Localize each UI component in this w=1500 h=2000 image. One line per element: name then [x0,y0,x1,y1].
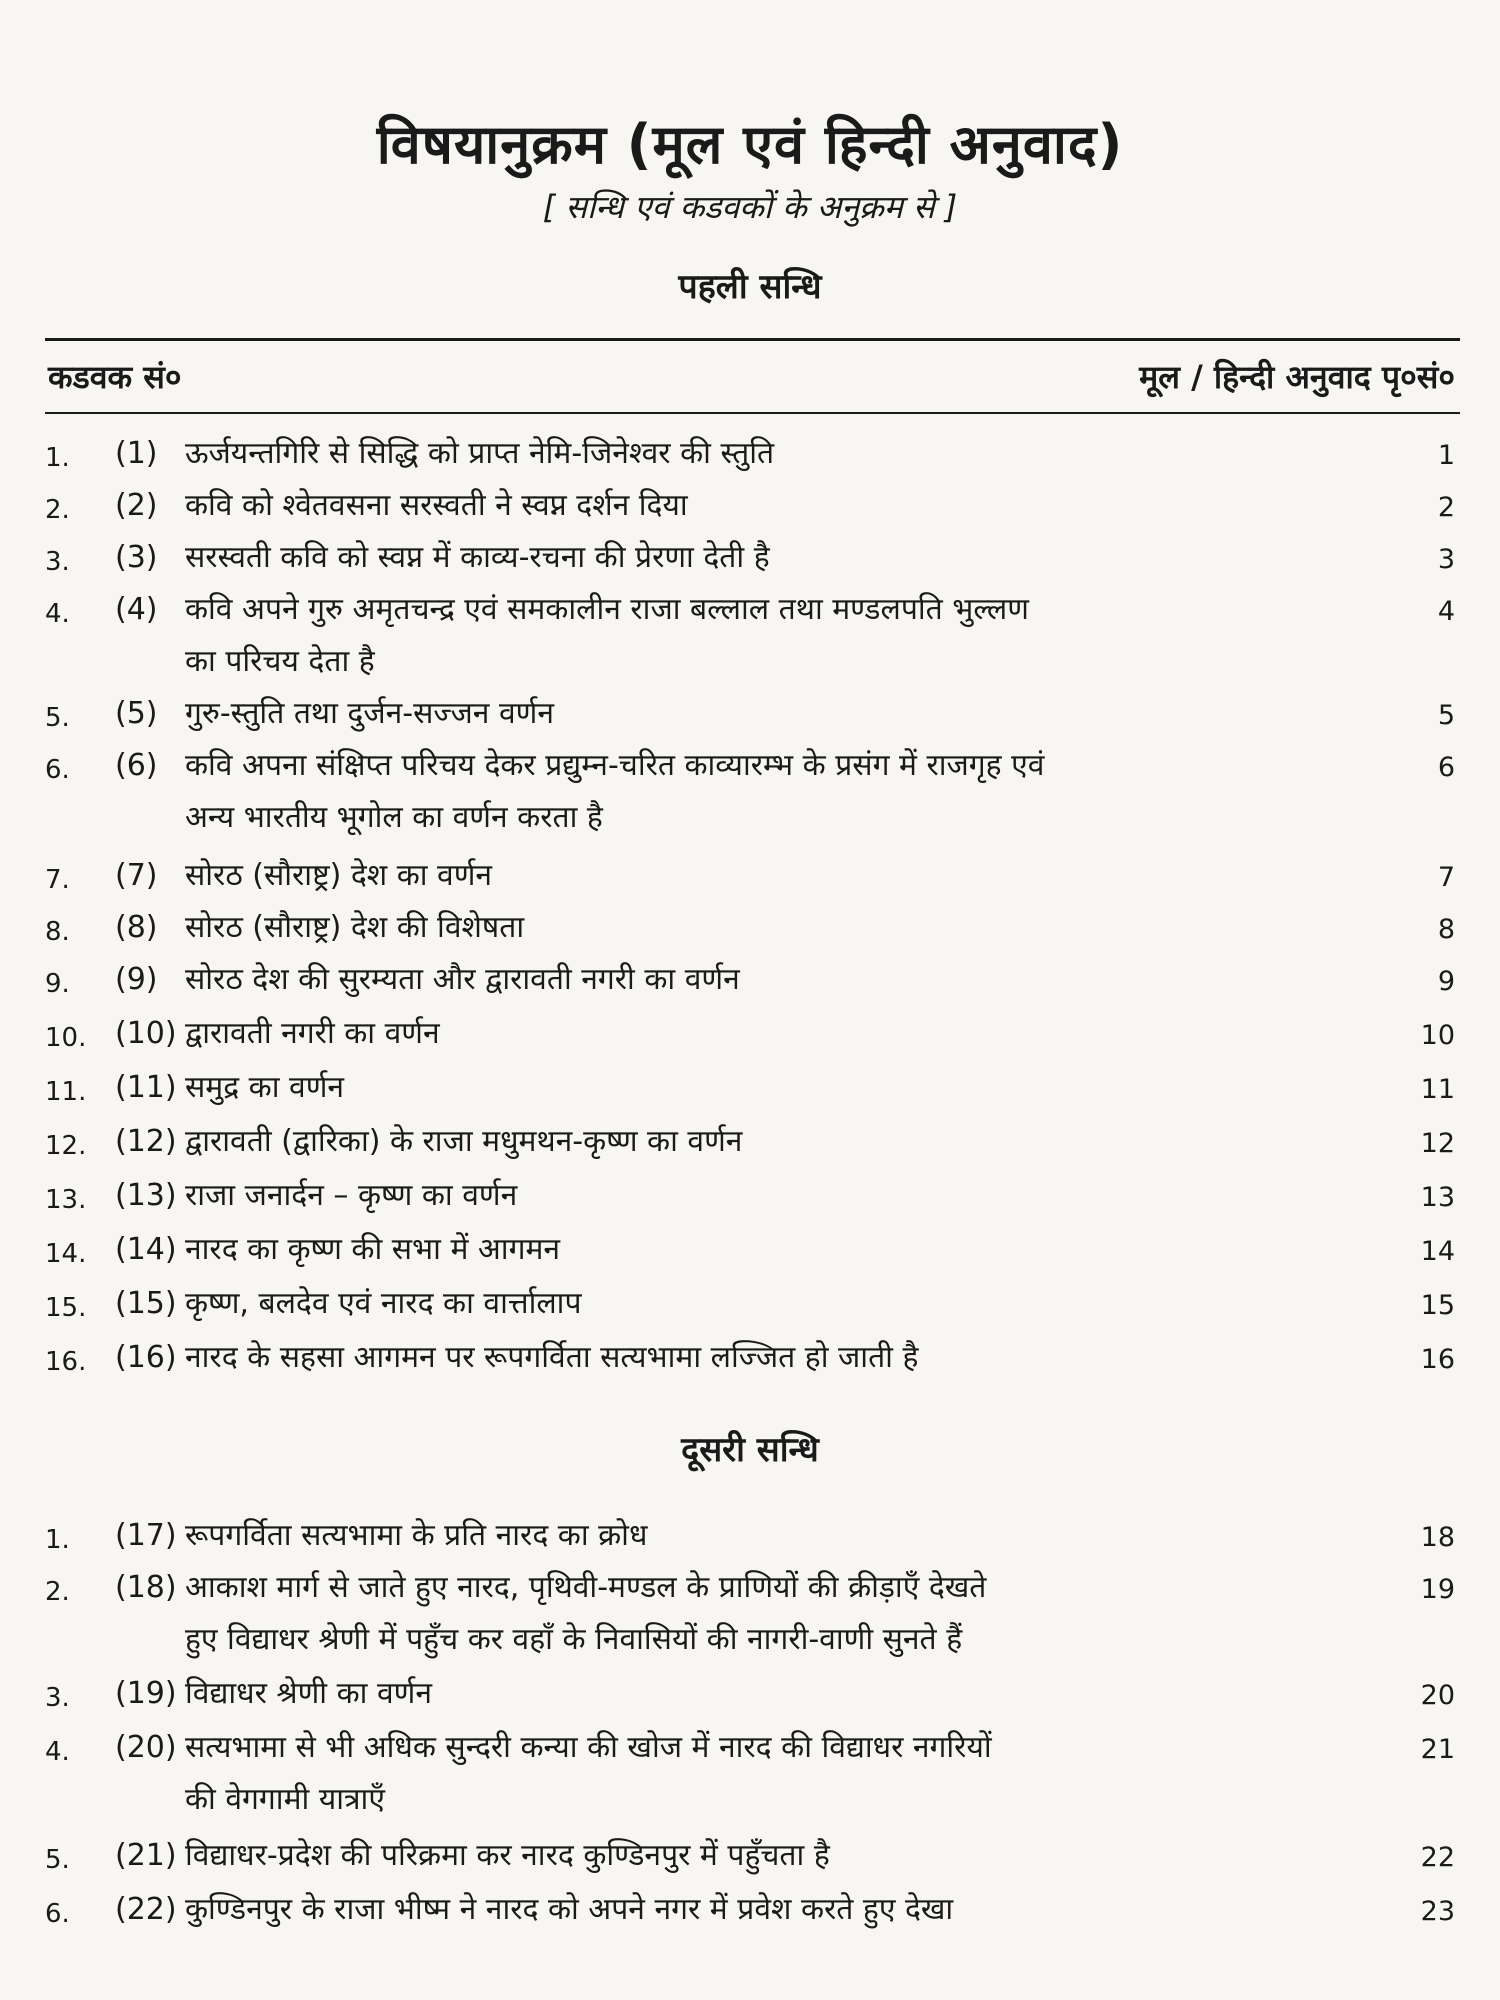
entry-page-number: 16 [1420,1344,1455,1375]
entry-page-number: 14 [1420,1236,1455,1267]
entry-page-number: 15 [1420,1290,1455,1321]
entry-title: सोरठ (सौराष्ट्र) देश की विशेषता [185,910,525,945]
entry-number: 1. [45,443,70,473]
entry-kadavak: (22) [115,1892,177,1927]
entry-kadavak: (5) [115,696,158,731]
column-header-kadavak: कडवक सं० [48,358,182,396]
column-header-page: मूल / हिन्दी अनुवाद पृ०सं० [1139,358,1455,396]
entry-title: कवि अपना संक्षिप्त परिचय देकर प्रद्युम्न-चरित काव्यारम्भ के प्रसंग में राजगृह एवं [185,748,1045,783]
entry-page-number: 1 [1437,440,1455,471]
entry-title-continuation: अन्य भारतीय भूगोल का वर्णन करता है [185,800,603,835]
entry-number: 12. [45,1131,87,1161]
entry-number: 1. [45,1525,70,1555]
entry-title: समुद्र का वर्णन [185,1070,345,1105]
section-heading-1: पहली सन्धि [678,267,822,307]
entry-kadavak: (19) [115,1676,177,1711]
entry-title-continuation: हुए विद्याधर श्रेणी में पहुँच कर वहाँ के निवासियों की नागरी-वाणी सुनते हैं [185,1622,963,1657]
entry-kadavak: (3) [115,540,158,575]
entry-page-number: 19 [1420,1574,1455,1605]
entry-title: गुरु-स्तुति तथा दुर्जन-सज्जन वर्णन [185,696,554,731]
entry-kadavak: (2) [115,488,158,523]
entry-kadavak: (10) [115,1016,177,1051]
entry-number: 16. [45,1347,87,1377]
entry-number: 2. [45,495,70,525]
entry-number: 7. [45,865,70,895]
entry-number: 4. [45,599,70,629]
entry-title: आकाश मार्ग से जाते हुए नारद, पृथिवी-मण्डल के प्राणियों की क्रीड़ाएँ देखते [185,1570,987,1605]
entry-title: नारद का कृष्ण की सभा में आगमन [185,1232,561,1267]
entry-number: 9. [45,969,70,999]
entry-kadavak: (8) [115,910,158,945]
entry-kadavak: (4) [115,592,158,627]
page-subtitle: [ सन्धि एवं कडवकों के अनुक्रम से ] [542,188,958,226]
entry-title: रूपगर्विता सत्यभामा के प्रति नारद का क्रोध [185,1518,648,1553]
header-top-rule [45,338,1460,341]
entry-page-number: 8 [1437,914,1455,945]
entry-page-number: 21 [1420,1734,1455,1765]
entry-kadavak: (1) [115,436,158,471]
entry-page-number: 6 [1437,752,1455,783]
entry-title-continuation: का परिचय देता है [185,644,375,679]
entry-number: 10. [45,1023,87,1053]
entry-page-number: 18 [1420,1522,1455,1553]
entry-title: कवि को श्वेतवसना सरस्वती ने स्वप्न दर्शन दिया [185,488,688,523]
entry-title: विद्याधर-प्रदेश की परिक्रमा कर नारद कुण्डिनपुर में पहुँचता है [185,1838,830,1873]
entry-number: 8. [45,917,70,947]
header-bottom-rule [45,412,1460,414]
entry-title: द्वारावती (द्वारिका) के राजा मधुमथन-कृष्ण का वर्णन [185,1124,743,1159]
entry-page-number: 23 [1420,1896,1455,1927]
entry-kadavak: (20) [115,1730,177,1765]
entry-page-number: 20 [1420,1680,1455,1711]
entry-number: 15. [45,1293,87,1323]
entry-kadavak: (17) [115,1518,177,1553]
entry-number: 5. [45,703,70,733]
entry-page-number: 13 [1420,1182,1455,1213]
entry-page-number: 10 [1420,1020,1455,1051]
entry-kadavak: (11) [115,1070,177,1105]
entry-number: 4. [45,1737,70,1767]
entry-page-number: 12 [1420,1128,1455,1159]
entry-kadavak: (14) [115,1232,177,1267]
entry-number: 14. [45,1239,87,1269]
entry-kadavak: (7) [115,858,158,893]
entry-title: राजा जनार्दन – कृष्ण का वर्णन [185,1178,518,1213]
entry-title: कवि अपने गुरु अमृतचन्द्र एवं समकालीन राजा बल्लाल तथा मण्डलपति भुल्लण [185,592,1029,627]
entry-page-number: 9 [1437,966,1455,997]
entry-kadavak: (15) [115,1286,177,1321]
entry-kadavak: (13) [115,1178,177,1213]
entry-number: 6. [45,755,70,785]
entry-number: 5. [45,1845,70,1875]
entry-title: सरस्वती कवि को स्वप्न में काव्य-रचना की प्रेरणा देती है [185,540,770,575]
entry-number: 6. [45,1899,70,1929]
entry-title: नारद के सहसा आगमन पर रूपगर्विता सत्यभामा लज्जित हो जाती है [185,1340,919,1375]
entry-page-number: 4 [1437,596,1455,627]
entry-title: कृष्ण, बलदेव एवं नारद का वार्त्तालाप [185,1286,582,1321]
entry-page-number: 11 [1420,1074,1455,1105]
entry-title: कुण्डिनपुर के राजा भीष्म ने नारद को अपने नगर में प्रवेश करते हुए देखा [185,1892,954,1927]
entry-page-number: 22 [1420,1842,1455,1873]
entry-title: सोरठ देश की सुरम्यता और द्वारावती नगरी का वर्णन [185,962,740,997]
entry-page-number: 5 [1437,700,1455,731]
entry-kadavak: (18) [115,1570,177,1605]
entry-kadavak: (9) [115,962,158,997]
entry-title-continuation: की वेगगामी यात्राएँ [185,1782,385,1817]
entry-title: सत्यभामा से भी अधिक सुन्दरी कन्या की खोज में नारद की विद्याधर नगरियों [185,1730,992,1765]
entry-number: 3. [45,547,70,577]
entry-page-number: 7 [1437,862,1455,893]
entry-number: 3. [45,1683,70,1713]
entry-number: 11. [45,1077,87,1107]
entry-title: विद्याधर श्रेणी का वर्णन [185,1676,432,1711]
page-title: विषयानुक्रम (मूल एवं हिन्दी अनुवाद) [376,113,1124,176]
entry-page-number: 2 [1437,492,1455,523]
entry-page-number: 3 [1437,544,1455,575]
section-heading-2: दूसरी सन्धि [681,1430,819,1470]
entry-number: 13. [45,1185,87,1215]
entry-title: द्वारावती नगरी का वर्णन [185,1016,440,1051]
entry-kadavak: (21) [115,1838,177,1873]
entry-kadavak: (12) [115,1124,177,1159]
entry-kadavak: (6) [115,748,158,783]
entry-title: ऊर्जयन्तगिरि से सिद्धि को प्राप्त नेमि-जिनेश्वर की स्तुति [185,436,775,471]
entry-title: सोरठ (सौराष्ट्र) देश का वर्णन [185,858,493,893]
entry-kadavak: (16) [115,1340,177,1375]
entry-number: 2. [45,1577,70,1607]
